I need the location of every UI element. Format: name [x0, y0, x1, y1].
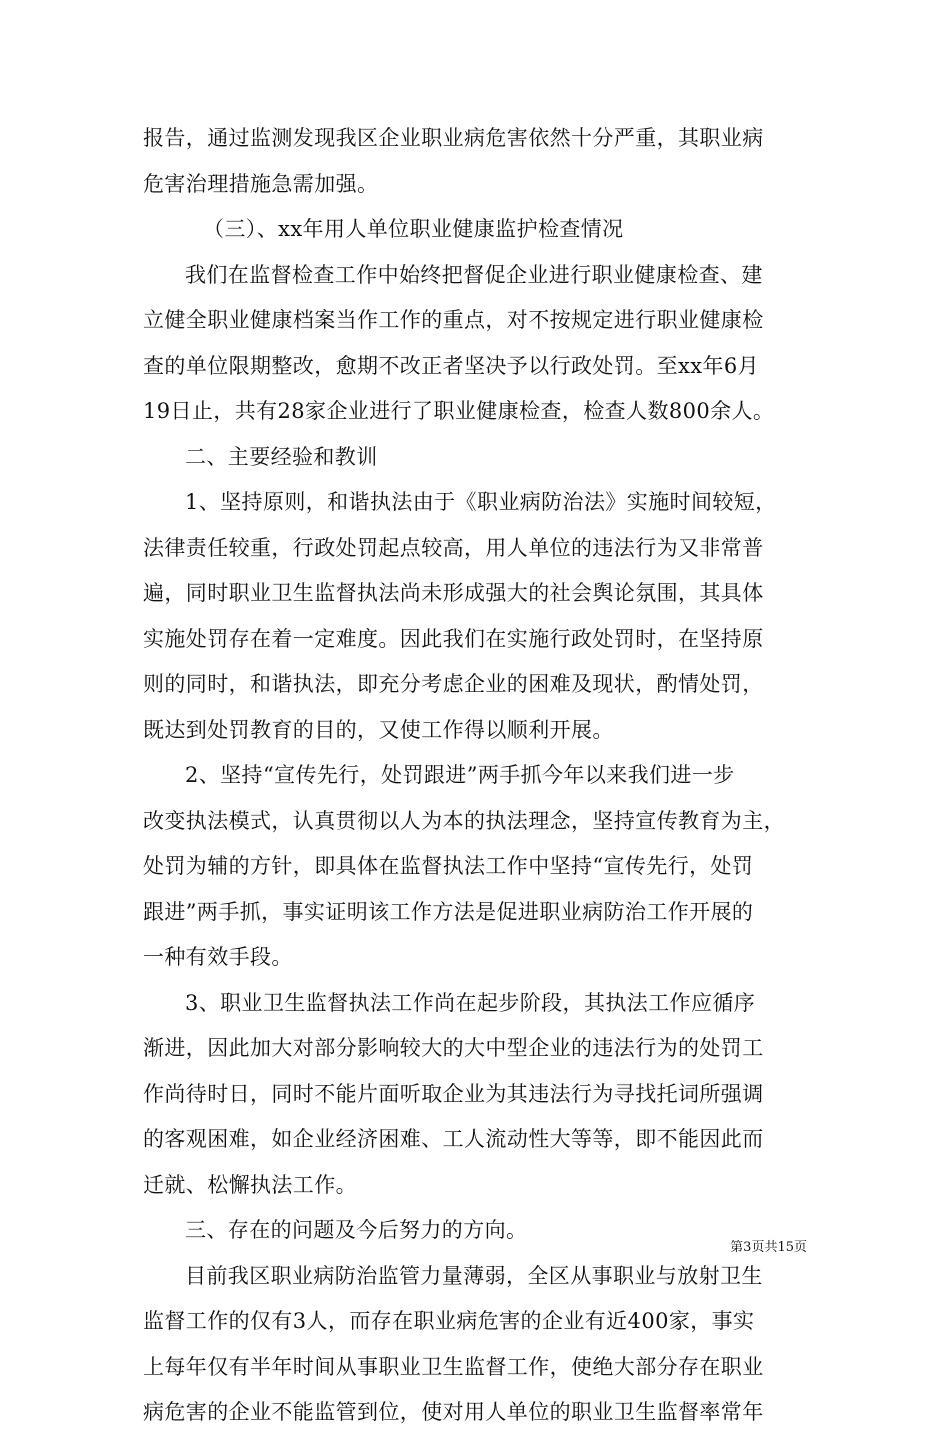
- text-line: 跟进”两手抓，事实证明该工作方法是促进职业病防治工作开展的: [143, 899, 754, 924]
- text-line: 法律责任较重，行政处罚起点较高，用人单位的违法行为又非常普: [143, 535, 764, 560]
- section-heading: （三）、xx年用人单位职业健康监护检查情况: [203, 217, 624, 241]
- body-text: [143, 116, 811, 1436]
- text-line: 渐进，因此加大对部分影响较大的大中型企业的违法行为的处罚工: [143, 1036, 764, 1060]
- paragraph-start-line: 目前我区职业病防治监管力量薄弱，全区从事职业与放射卫生: [185, 1263, 763, 1288]
- text-line: 迁就、松懈执法工作。: [143, 1172, 357, 1197]
- text-line: 报告，通过监测发现我区企业职业病危害依然十分严重，其职业病: [143, 126, 764, 150]
- text-line: 的客观困难，如企业经济困难、工人流动性大等等，即不能因此而: [143, 1127, 764, 1151]
- text-line: 病危害的企业不能监管到位，使对用人单位的职业卫生监督率常年: [143, 1400, 764, 1424]
- text-line: 一种有效手段。: [143, 945, 293, 969]
- paragraph-start-line: 1、坚持原则，和谐执法由于《职业病防治法》实施时间较短，: [185, 490, 777, 514]
- paragraph-start-line: 我们在监督检查工作中始终把督促企业进行职业健康检查、建: [185, 262, 763, 287]
- text-line: 监督工作的仅有3人，而存在职业病危害的企业有近400家，事实: [143, 1309, 755, 1333]
- text-line: 则的同时，和谐执法，即充分考虑企业的困难及现状，酌情处罚，: [143, 672, 764, 696]
- text-line: 危害治理措施急需加强。: [143, 171, 379, 196]
- paragraph-start-line: 2、坚持“宣传先行，处罚跟进”两手抓今年以来我们进一步: [185, 763, 735, 787]
- text-line: 查的单位限期整改，愈期不改正者坚决予以行政处罚。至xx年6月: [143, 353, 760, 378]
- section-heading: 三、存在的问题及今后努力的方向。: [185, 1218, 528, 1242]
- text-line: 实施处罚存在着一定难度。因此我们在实施行政处罚时，在坚持原: [143, 626, 764, 651]
- text-line: 作尚待时日，同时不能片面听取企业为其违法行为寻找托词所强调: [143, 1081, 764, 1106]
- text-line: 改变执法模式，认真贯彻以人为本的执法理念，坚持宣传教育为主，: [143, 808, 785, 833]
- text-line: 立健全职业健康档案当作工作的重点，对不按规定进行职业健康检: [143, 308, 764, 332]
- text-line: 上每年仅有半年时间从事职业卫生监督工作，使绝大部分存在职业: [143, 1354, 764, 1379]
- text-line: 遍，同时职业卫生监督执法尚未形成强大的社会舆论氛围，其具体: [143, 581, 764, 605]
- text-line: 19日止，共有28家企业进行了职业健康检查，检查人数800余人。: [143, 399, 775, 423]
- text-line: 既达到处罚教育的目的，又使工作得以顺利开展。: [143, 717, 614, 742]
- page-number: 第3页共15页: [730, 1240, 807, 1255]
- text-line: 处罚为辅的方针，即具体在监督执法工作中坚持“宣传先行，处罚: [143, 854, 754, 878]
- paragraph-start-line: 3、职业卫生监督执法工作尚在起步阶段，其执法工作应循序: [185, 990, 756, 1015]
- section-heading: 二、主要经验和教训: [185, 444, 378, 469]
